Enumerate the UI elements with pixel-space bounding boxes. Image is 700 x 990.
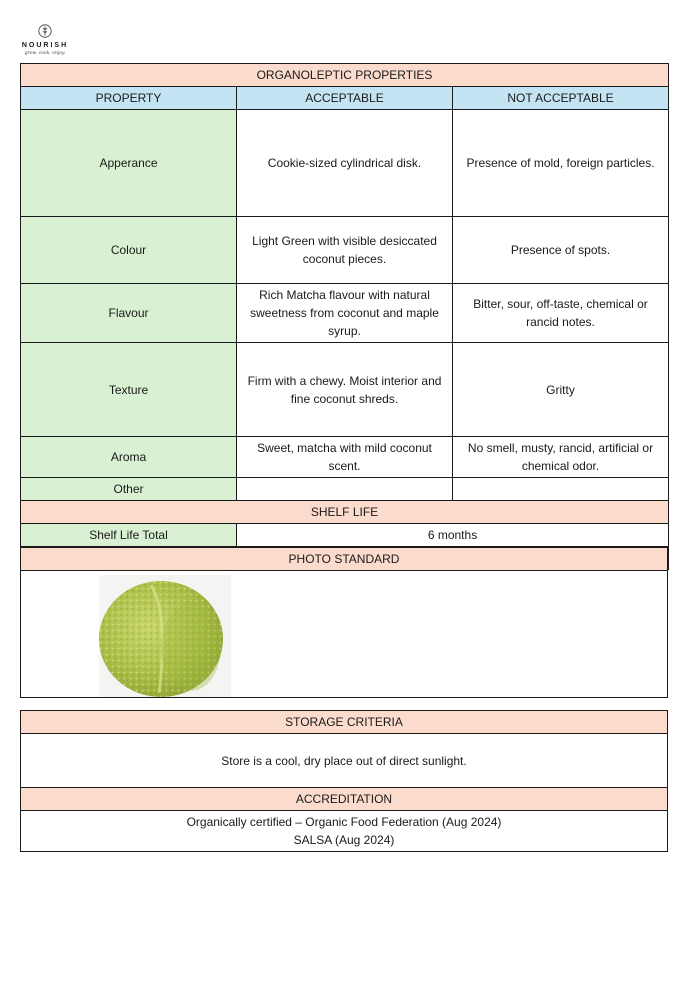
not-acceptable-cell [453,478,669,501]
organoleptic-table [20,63,669,570]
brand-tagline: grow. cook. enjoy. [24,51,66,56]
storage-title: STORAGE CRITERIA [21,711,668,734]
not-acceptable-cell: Presence of mold, foreign particles. [453,110,669,217]
photo-standard-title: PHOTO STANDARD [21,548,668,571]
not-acceptable-cell: Bitter, sour, off-taste, chemical or rancid notes. [453,284,669,343]
storage-text: Store is a cool, dry place out of direct sunlight. [21,734,668,788]
not-acceptable-cell: No smell, musty, rancid, artificial or chemical odor. [453,437,669,478]
table-row [21,343,669,437]
property-cell: Flavour [21,284,237,343]
property-cell: Aroma [21,437,237,478]
photo-standard-table [20,547,668,698]
shelf-life-label: Shelf Life Total [21,524,237,547]
acceptable-cell: Firm with a chewy. Moist interior and fine coconut shreds. [237,343,453,437]
storage-table [20,710,668,852]
brand-name: NOURISH [21,42,69,49]
not-acceptable-cell: Presence of spots. [453,217,669,284]
acceptable-cell [237,478,453,501]
accreditation-line: SALSA (Aug 2024) [293,833,395,847]
acceptable-cell: Sweet, matcha with mild coconut scent. [237,437,453,478]
jar-logo-icon [38,22,52,40]
column-header-acceptable: ACCEPTABLE [237,87,453,110]
table-row [21,110,669,217]
property-cell: Colour [21,217,237,284]
brand-logo [18,22,72,56]
matcha-cookie-photo [99,575,231,697]
table-row [21,478,669,501]
table-row [21,284,669,343]
accreditation-cell [21,811,668,852]
not-acceptable-cell: Gritty [453,343,669,437]
column-header-property: PROPERTY [21,87,237,110]
accreditation-title: ACCREDITATION [21,788,668,811]
property-cell: Texture [21,343,237,437]
shelf-life-title: SHELF LIFE [21,501,669,524]
acceptable-cell: Rich Matcha flavour with natural sweetness from coconut and maple syrup. [237,284,453,343]
table-row [21,437,669,478]
shelf-life-value: 6 months [237,524,669,547]
table-row [21,524,669,547]
acceptable-cell: Cookie-sized cylindrical disk. [237,110,453,217]
property-cell: Other [21,478,237,501]
column-header-not-acceptable: NOT ACCEPTABLE [453,87,669,110]
property-cell: Apperance [21,110,237,217]
acceptable-cell: Light Green with visible desiccated coconut pieces. [237,217,453,284]
organoleptic-title: ORGANOLEPTIC PROPERTIES [21,64,669,87]
table-row [21,217,669,284]
photo-cell [21,571,668,698]
accreditation-line: Organically certified – Organic Food Federation (Aug 2024) [186,815,502,829]
